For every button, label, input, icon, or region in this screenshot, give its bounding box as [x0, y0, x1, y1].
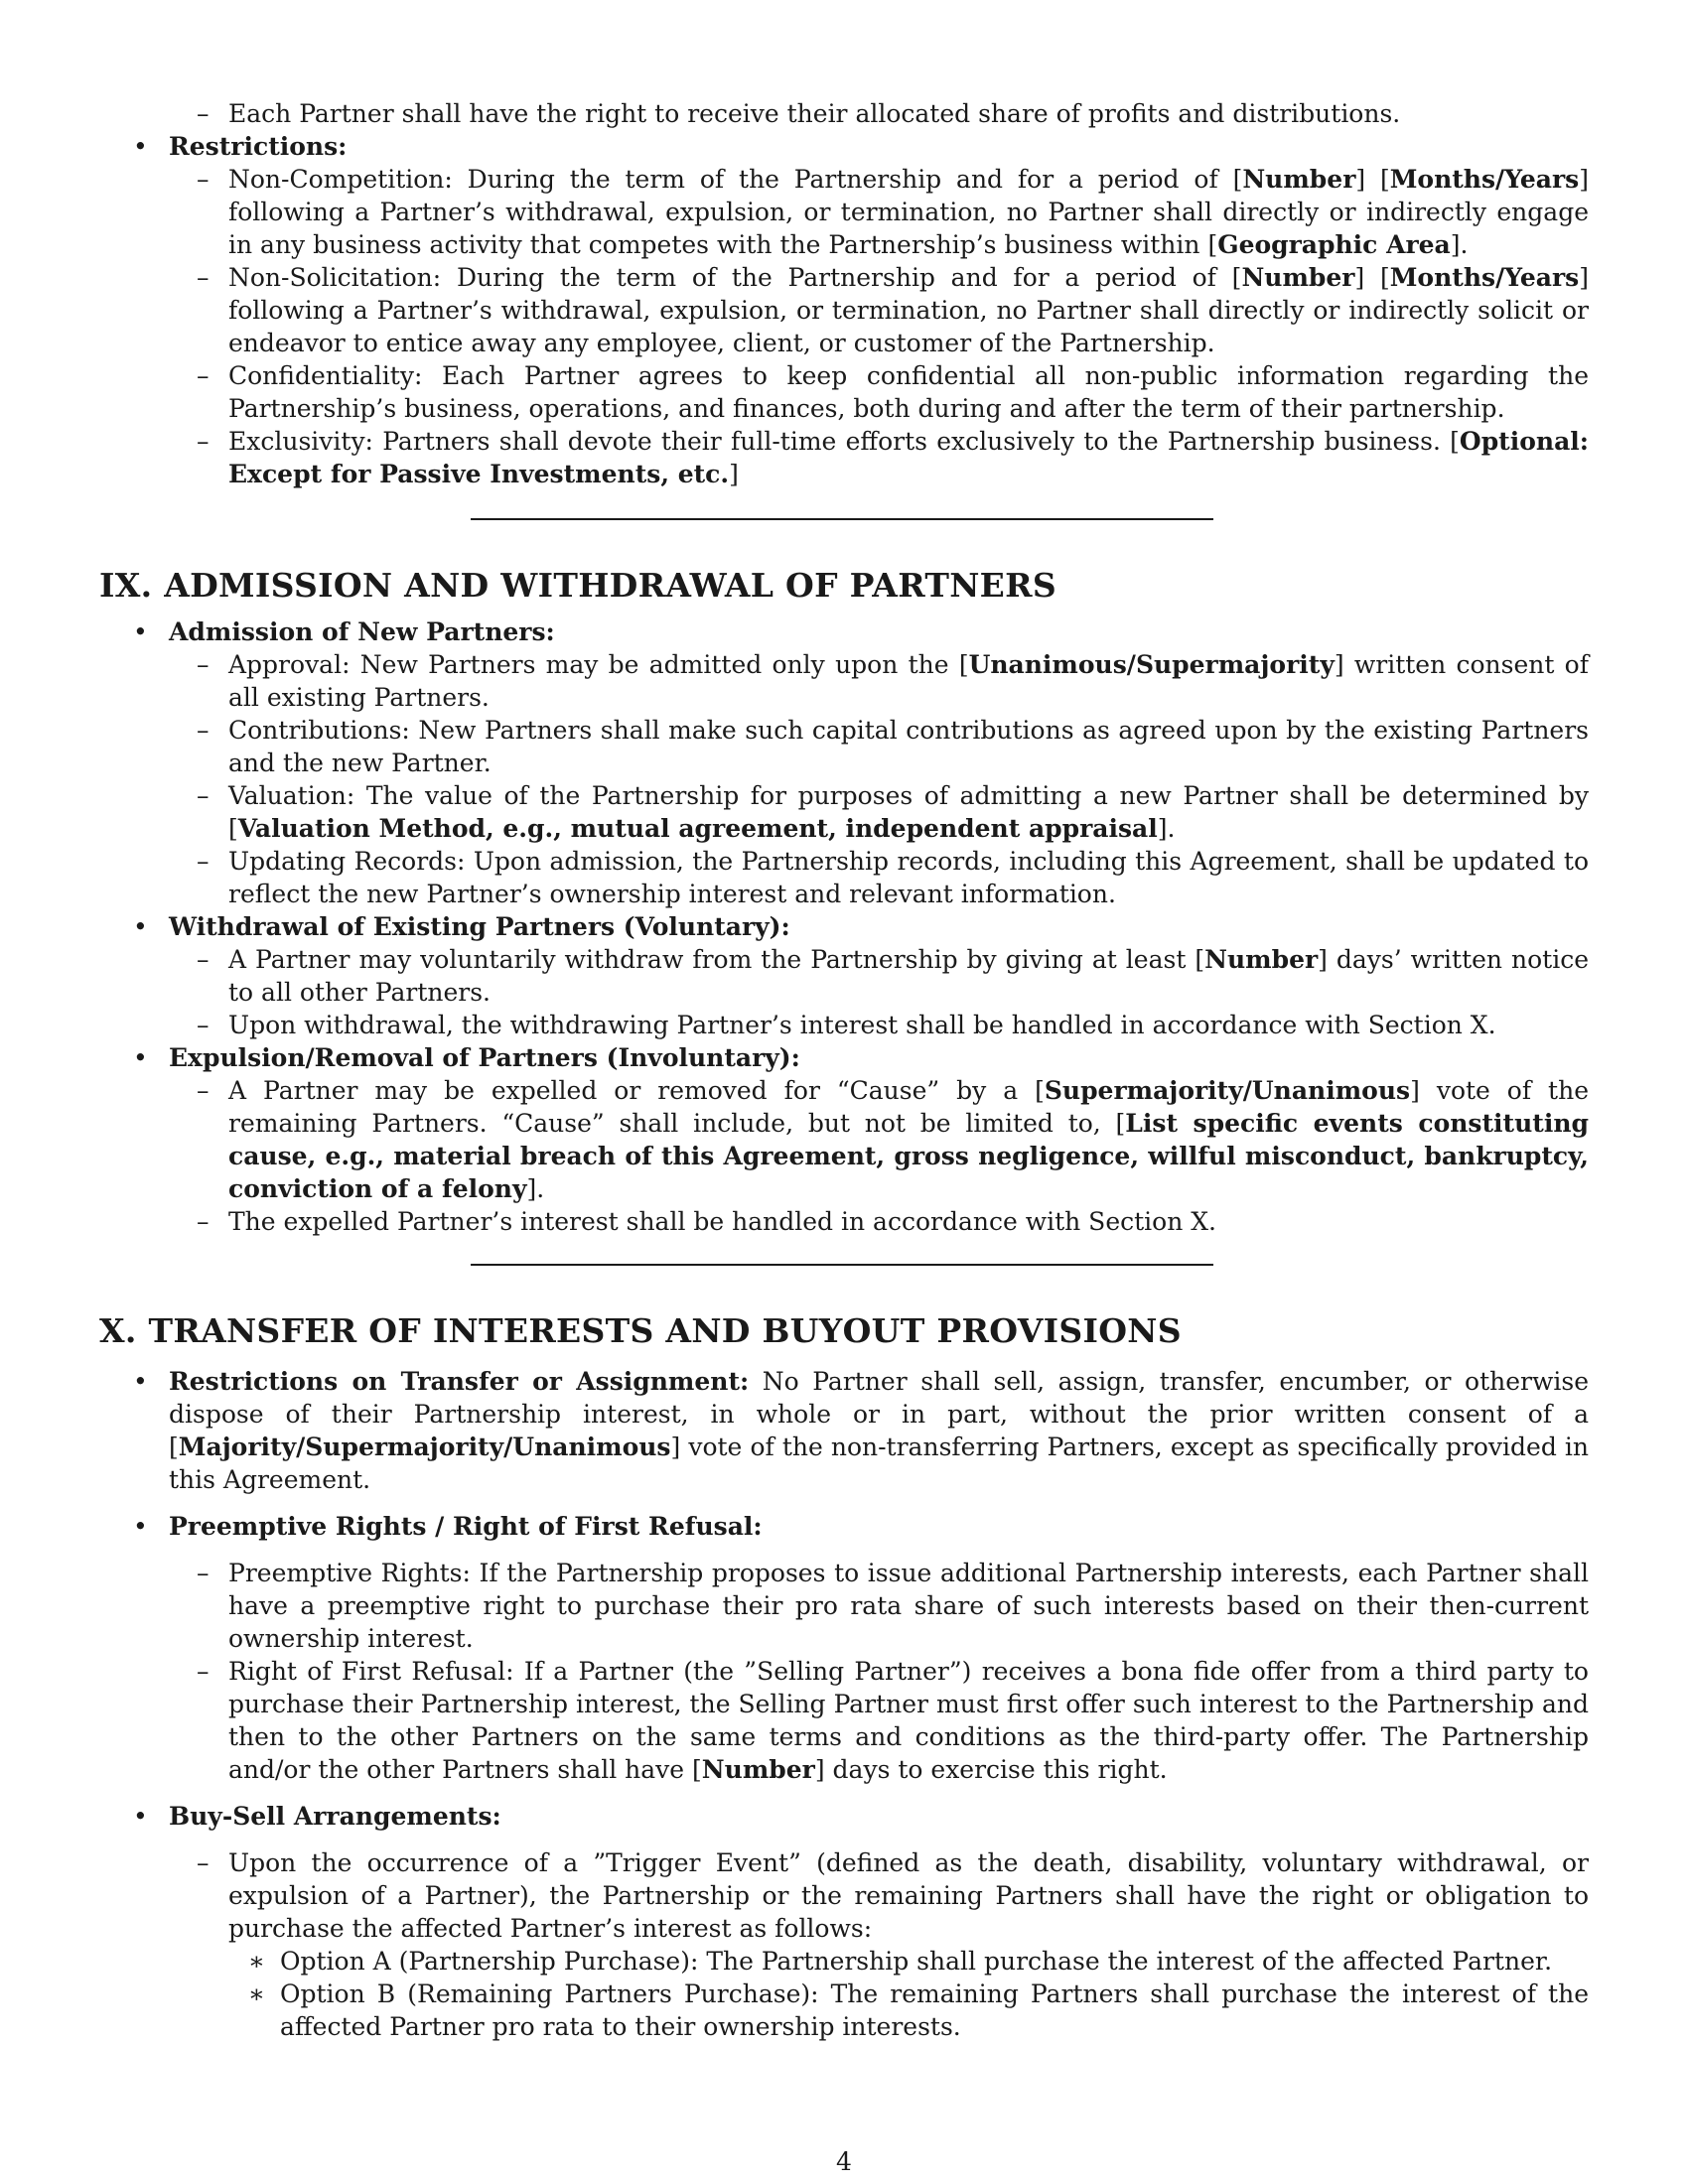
option-list	[228, 1945, 1589, 2043]
list-item	[169, 1846, 1589, 2043]
list-item: – Preemptive Rights: If the Partnership proposes to issue additional Partnership interests, each Partner shall have a preemptive right to purchase their pro rata share of such interests based on their then-current ownership interest.	[169, 1557, 1589, 1655]
transfer-paragraph: Restrictions on Transfer or Assignment: No Partner shall sell, assign, transfer, encumber, or otherwise dispose of their Partnership interest, in whole or in part, without the prior written consent of a [Majority/Supermajority/Unanimous] vote of the non-transferring Partners, except as specifically provided in this Agreement.	[169, 1367, 1589, 1494]
restrictions-section	[99, 130, 1589, 490]
list-item	[99, 1510, 1589, 1786]
list-item: – A Partner may be expelled or removed for “Cause” by a [Supermajority/Unanimous] vote of the remaining Partners. “Cause” shall include, but not be limited to, [List specific events constituting cause, e.g., material breach of this Agreement, gross negligence, willful misconduct, bankruptcy, conviction of a felony].	[169, 1074, 1589, 1205]
list-item: – Non-Solicitation: During the term of the Partnership and for a period of [Number] [Months/Years] following a Partner’s withdrawal, expulsion, or termination, no Partner shall directly or indirectly solicit or endeavor to entice away any employee, client, or customer of the Partnership.	[169, 261, 1589, 359]
section-ix-title: IX. ADMISSION AND WITHDRAWAL OF PARTNERS	[99, 566, 1056, 605]
expulsion-label: Expulsion/Removal of Partners (Involuntary):	[169, 1043, 800, 1072]
withdrawal-label: Withdrawal of Existing Partners (Voluntary):	[169, 912, 790, 941]
section-ix-list	[99, 615, 1589, 1238]
list-item: – Updating Records: Upon admission, the Partnership records, including this Agreement, shall be updated to reflect the new Partner’s ownership interest and relevant information.	[169, 845, 1589, 910]
expulsion-list	[169, 1074, 1589, 1238]
buysell-text: Upon the occurrence of a ”Trigger Event” (defined as the death, disability, voluntary withdrawal, or expulsion of a Partner), the Partnership or the remaining Partners shall have the right or obligation to purchase the affected Partner’s interest as follows:	[228, 1848, 1589, 1943]
option-a: ∗ Option A (Partnership Purchase): The Partnership shall purchase the interest of the affected Partner.	[228, 1945, 1589, 1978]
list-item: – Non-Competition: During the term of the Partnership and for a period of [Number] [Months/Years] following a Partner’s withdrawal, expulsion, or termination, no Partner shall directly or indirectly engage in any business activity that competes with the Partnership’s business within [Geographic Area].	[169, 163, 1589, 261]
buysell-label: Buy-Sell Arrangements:	[169, 1802, 501, 1831]
buysell-section	[99, 1800, 1589, 2043]
list-item: – A Partner may voluntarily withdraw from the Partnership by giving at least [Number] days’ written notice to all other Partners.	[169, 943, 1589, 1009]
withdrawal-list	[169, 943, 1589, 1041]
list-item: – Upon withdrawal, the withdrawing Partner’s interest shall be handled in accordance with Section X.	[169, 1009, 1589, 1041]
list-item	[99, 1800, 1589, 2043]
list-item	[99, 615, 1589, 910]
document-page	[99, 97, 1589, 2043]
list-item	[99, 130, 1589, 490]
admission-list	[169, 648, 1589, 910]
list-item	[99, 1365, 1589, 1496]
buysell-list	[169, 1846, 1589, 2043]
preemptive-label: Preemptive Rights / Right of First Refusal:	[169, 1512, 763, 1541]
restrictions-label: Restrictions:	[169, 132, 348, 161]
preemptive-list	[169, 1557, 1589, 1786]
list-item: – Approval: New Partners may be admitted only upon the [Unanimous/Supermajority] written consent of all existing Partners.	[169, 648, 1589, 714]
admission-label: Admission of New Partners:	[169, 617, 555, 646]
profit-rights-list	[169, 97, 1589, 130]
list-item: – Exclusivity: Partners shall devote their full-time efforts exclusively to the Partnership business. [Optional: Except for Passive Investments, etc.]	[169, 425, 1589, 490]
option-b: ∗ Option B (Remaining Partners Purchase): The remaining Partners shall purchase the interest of the affected Partner pro rata to their ownership interests.	[228, 1978, 1589, 2043]
list-item: – Each Partner shall have the right to receive their allocated share of profits and distributions.	[169, 97, 1589, 130]
section-x-list	[99, 1365, 1589, 1496]
page-number: 4	[836, 2147, 852, 2176]
section-x-title: X. TRANSFER OF INTERESTS AND BUYOUT PROVISIONS	[99, 1311, 1182, 1350]
list-item: – Confidentiality: Each Partner agrees to keep confidential all non-public information regarding the Partnership’s business, operations, and finances, both during and after the term of their partnership.	[169, 359, 1589, 425]
list-item: – Contributions: New Partners shall make such capital contributions as agreed upon by the existing Partners and the new Partner.	[169, 714, 1589, 779]
list-item	[99, 1041, 1589, 1238]
preemptive-section	[99, 1510, 1589, 1786]
list-item: – The expelled Partner’s interest shall be handled in accordance with Section X.	[169, 1205, 1589, 1238]
restrictions-list	[169, 163, 1589, 490]
list-item: – Valuation: The value of the Partnership for purposes of admitting a new Partner shall be determined by [Valuation Method, e.g., mutual agreement, independent appraisal].	[169, 779, 1589, 845]
list-item	[99, 910, 1589, 1041]
list-item: – Right of First Refusal: If a Partner (the ”Selling Partner”) receives a bona fide offer from a third party to purchase their Partnership interest, the Selling Partner must first offer such interest to the Partnership and then to the other Partners on the same terms and conditions as the third-party offer. The Partnership and/or the other Partners shall have [Number] days to exercise this right.	[169, 1655, 1589, 1786]
